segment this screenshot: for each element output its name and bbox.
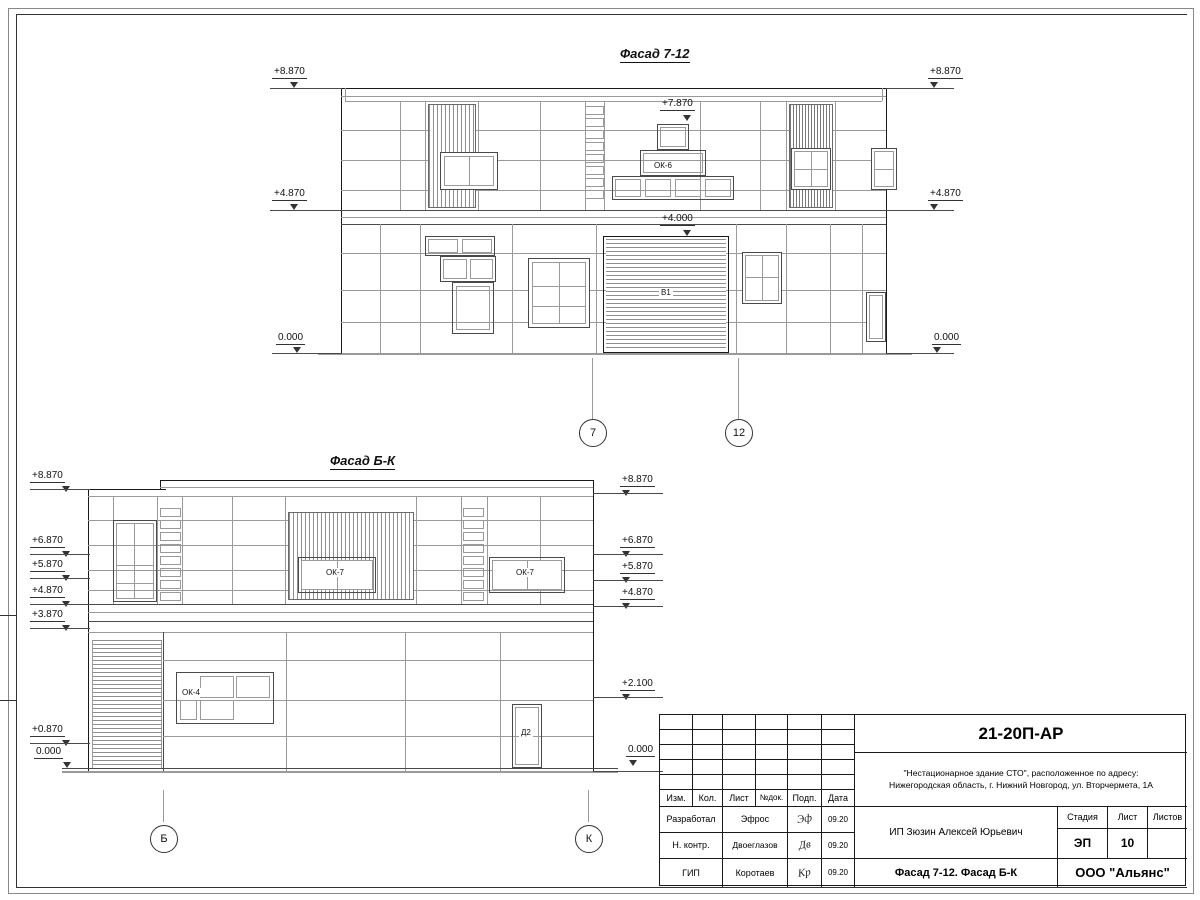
level-mark-left-0000: 0.000 bbox=[278, 332, 304, 343]
rev-cell bbox=[660, 715, 693, 730]
row-sign-1: Дв bbox=[788, 833, 822, 859]
rev-cell bbox=[822, 745, 855, 760]
organization-name: ООО "Альянс" bbox=[1075, 864, 1170, 880]
axis-bubble-12: 12 bbox=[725, 419, 753, 447]
level-mark-right-0000: 0.000 bbox=[934, 332, 960, 343]
row-role-2: ГИП bbox=[660, 859, 723, 887]
level-bk-right-2100: +2.100 bbox=[622, 678, 653, 689]
sheet-header: Лист bbox=[1108, 807, 1148, 829]
rev-cell bbox=[693, 715, 723, 730]
stage-value: ЭП bbox=[1058, 829, 1108, 859]
rev-cell bbox=[693, 760, 723, 775]
level-mark-right-4870: +4.870 bbox=[930, 188, 961, 199]
col-header-izm: Изм. bbox=[660, 790, 693, 807]
object-line-2: Нижегородская область, г. Нижний Новгород, ул. Вторчермета, 1А bbox=[889, 779, 1153, 790]
sheet-title: Фасад 7-12. Фасад Б-К bbox=[855, 859, 1058, 887]
rev-cell bbox=[788, 730, 822, 745]
window-label-ok7-b: ОК-7 bbox=[516, 568, 534, 577]
col-header-kol: Кол. bbox=[693, 790, 723, 807]
level-mark-inner-7870: +7.870 bbox=[662, 98, 693, 109]
axis-bubble-k: К bbox=[575, 825, 603, 853]
rev-cell bbox=[822, 775, 855, 790]
level-bk-left-6870: +6.870 bbox=[32, 535, 63, 546]
row-name-0: Эфрос bbox=[723, 807, 788, 833]
rev-cell bbox=[723, 715, 756, 730]
rev-cell bbox=[788, 760, 822, 775]
rev-cell bbox=[660, 745, 693, 760]
sheets-header: Листов bbox=[1148, 807, 1187, 829]
row-name-2: Коротаев bbox=[723, 859, 788, 887]
rev-cell bbox=[822, 730, 855, 745]
rev-cell bbox=[693, 775, 723, 790]
rev-cell bbox=[723, 760, 756, 775]
level-bk-right-6870: +6.870 bbox=[622, 535, 653, 546]
row-sign-0: Эф bbox=[788, 807, 822, 833]
rev-cell bbox=[788, 775, 822, 790]
level-mark-left-4870: +4.870 bbox=[274, 188, 305, 199]
level-bk-left-4870: +4.870 bbox=[32, 585, 63, 596]
sheet-left-margin-block bbox=[0, 615, 17, 886]
row-date-2: 09.20 bbox=[822, 859, 855, 887]
document-code: 21-20П-АР bbox=[855, 715, 1187, 753]
row-date-1: 09.20 bbox=[822, 833, 855, 859]
rev-cell bbox=[660, 775, 693, 790]
level-bk-right-0000: 0.000 bbox=[628, 744, 654, 755]
title-block bbox=[659, 714, 1186, 886]
level-mark-inner-4000: +4.000 bbox=[662, 213, 693, 224]
sheet-left-margin-divider bbox=[0, 700, 16, 701]
level-bk-left-3870: +3.870 bbox=[32, 609, 63, 620]
rev-cell bbox=[693, 730, 723, 745]
rev-cell bbox=[788, 715, 822, 730]
rev-cell bbox=[660, 760, 693, 775]
rev-cell bbox=[822, 715, 855, 730]
rev-cell bbox=[756, 730, 788, 745]
object-description bbox=[855, 753, 1187, 807]
window-label-ok4: ОК-4 bbox=[182, 688, 200, 697]
gate-label-v1: В1 bbox=[661, 288, 671, 297]
col-header-list: Лист bbox=[723, 790, 756, 807]
row-role-1: Н. контр. bbox=[660, 833, 723, 859]
facade-7-12-title: Фасад 7-12 bbox=[620, 46, 690, 61]
rev-cell bbox=[693, 745, 723, 760]
rev-cell bbox=[822, 760, 855, 775]
rev-cell bbox=[788, 745, 822, 760]
rev-cell bbox=[756, 775, 788, 790]
rev-cell bbox=[723, 730, 756, 745]
level-mark-left-8870: +8.870 bbox=[274, 66, 305, 77]
rev-cell bbox=[660, 730, 693, 745]
window-label-ok7-a: ОК-7 bbox=[326, 568, 344, 577]
rev-cell bbox=[756, 760, 788, 775]
level-bk-right-8870: +8.870 bbox=[622, 474, 653, 485]
customer-name: ИП Зюзин Алексей Юрьевич bbox=[855, 807, 1058, 859]
window-label-ok6: ОК-6 bbox=[654, 161, 672, 170]
facade-b-k-title: Фасад Б-К bbox=[330, 453, 396, 468]
rev-cell bbox=[756, 745, 788, 760]
level-mark-right-8870: +8.870 bbox=[930, 66, 961, 77]
axis-bubble-7: 7 bbox=[579, 419, 607, 447]
rev-cell bbox=[723, 745, 756, 760]
sheet-value: 10 bbox=[1108, 829, 1148, 859]
stage-header: Стадия bbox=[1058, 807, 1108, 829]
object-line-1: "Нестационарное здание СТО", расположенное по адресу: bbox=[903, 767, 1139, 778]
door-label-d2: Д2 bbox=[521, 728, 531, 737]
rev-cell bbox=[723, 775, 756, 790]
row-date-0: 09.20 bbox=[822, 807, 855, 833]
row-name-1: Двоеглазов bbox=[723, 833, 788, 859]
level-bk-left-0000: 0.000 bbox=[36, 746, 62, 757]
rev-cell bbox=[756, 715, 788, 730]
level-bk-left-8870: +8.870 bbox=[32, 470, 63, 481]
level-bk-right-5870: +5.870 bbox=[622, 561, 653, 572]
col-header-data: Дата bbox=[822, 790, 855, 807]
level-bk-left-5870: +5.870 bbox=[32, 559, 63, 570]
level-bk-left-0870: +0.870 bbox=[32, 724, 63, 735]
col-header-ndok: №док. bbox=[756, 790, 788, 807]
level-bk-right-4870: +4.870 bbox=[622, 587, 653, 598]
row-sign-2: Кр bbox=[788, 859, 822, 887]
facade-bk-ribbed-wall bbox=[92, 640, 162, 768]
row-role-0: Разработал bbox=[660, 807, 723, 833]
sheets-value bbox=[1148, 829, 1187, 859]
axis-bubble-b: Б bbox=[150, 825, 178, 853]
col-header-podp: Подп. bbox=[788, 790, 822, 807]
